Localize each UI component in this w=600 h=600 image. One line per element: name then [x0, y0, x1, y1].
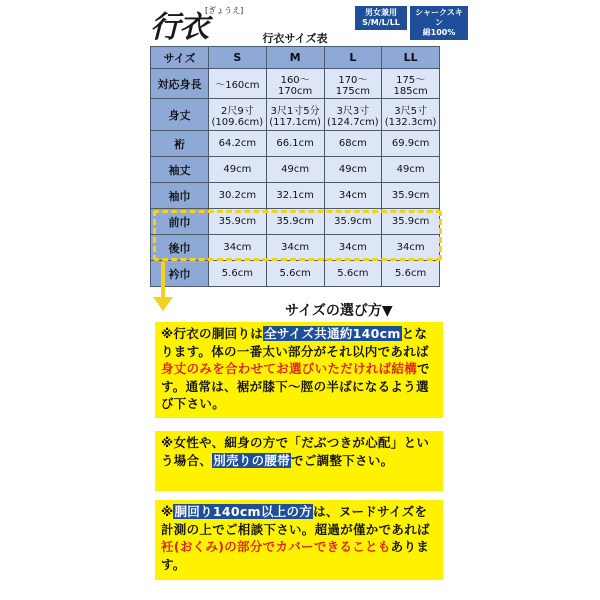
note-text: です。通常は、裾が膝下～脛の半ばになるよう選び下さい。	[161, 361, 430, 411]
row-label: 後巾	[151, 235, 209, 261]
cell: 35.9cm	[324, 209, 382, 235]
logo-ruby: [ぎょうえ]	[205, 6, 244, 15]
cell: 68cm	[324, 131, 382, 157]
how-to-choose-heading: サイズの選び方▼	[285, 303, 393, 319]
cell: 3尺5寸(132.3cm)	[382, 99, 440, 131]
row-label: 対応身長	[151, 69, 209, 99]
cell: 69.9cm	[382, 131, 440, 157]
note-large-waist	[155, 500, 443, 580]
header-size-l: L	[324, 47, 382, 69]
cell: 66.1cm	[266, 131, 324, 157]
badge-line: S/M/L/LL	[362, 18, 400, 27]
table-row	[151, 69, 440, 99]
row-label: 前巾	[151, 209, 209, 235]
note-text: でご調整下さい。	[291, 452, 394, 468]
cell: 49cm	[382, 157, 440, 183]
cell: 3尺1寸5分(117.1cm)	[266, 99, 324, 131]
cell: 49cm	[266, 157, 324, 183]
table-row	[151, 261, 440, 287]
note-highlight: 別売りの腰帯	[213, 452, 291, 468]
arrow-shaft	[161, 262, 165, 300]
header-size-label: サイズ	[151, 47, 209, 69]
note-text: は、ヌードサイズを計測の上でご相談下さい。超過が僅かであれば	[161, 504, 430, 537]
row-label: 袖丈	[151, 157, 209, 183]
cell: 30.2cm	[209, 183, 267, 209]
table-row	[151, 157, 440, 183]
table-row	[151, 99, 440, 131]
row-label: 身丈	[151, 99, 209, 131]
unisex-badge	[355, 6, 407, 30]
note-highlight: 胴回り140cm以上の方	[174, 504, 313, 519]
cell: 3尺3寸(124.7cm)	[324, 99, 382, 131]
cell: 170～175cm	[324, 69, 382, 99]
cell: 34cm	[266, 235, 324, 261]
cell: 34cm	[324, 183, 382, 209]
cell: 175～185cm	[382, 69, 440, 99]
cell: ～160cm	[209, 69, 267, 99]
cell: 160～170cm	[266, 69, 324, 99]
size-header-row	[151, 47, 440, 69]
note-text: となります。体の一番太い部分がそれ以内であれば	[161, 326, 429, 359]
cell: 34cm	[382, 235, 440, 261]
cell: 35.9cm	[209, 209, 267, 235]
note-text: ※	[161, 504, 174, 519]
note-waist-size	[155, 322, 443, 418]
badge-line: 綿100%	[422, 28, 456, 37]
arrow-down-icon	[153, 297, 173, 311]
cell: 5.6cm	[209, 261, 267, 287]
cell: 49cm	[209, 157, 267, 183]
highlight-dashed-frame	[153, 210, 442, 261]
cell: 49cm	[324, 157, 382, 183]
note-text: ※行衣の胴回りは	[161, 326, 264, 341]
table-row	[151, 131, 440, 157]
note-text: ※女性や、細身の方で「だぶつきが心配」という場合、	[161, 435, 430, 468]
cell: 64.2cm	[209, 131, 267, 157]
table-row	[151, 183, 440, 209]
cell: 34cm	[209, 235, 267, 261]
cell: 5.6cm	[382, 261, 440, 287]
note-slim-fit	[155, 431, 443, 491]
badge-line: 男女兼用	[365, 8, 397, 17]
cell: 35.9cm	[266, 209, 324, 235]
row-label: 裄	[151, 131, 209, 157]
header-size-s: S	[209, 47, 267, 69]
header-size-ll: LL	[382, 47, 440, 69]
badge-line: シャークスキン	[415, 8, 463, 27]
note-red-text: 衽(おくみ)の部分でカバーできることも	[161, 539, 391, 554]
cell: 5.6cm	[324, 261, 382, 287]
cell: 32.1cm	[266, 183, 324, 209]
note-text: あります。	[161, 539, 430, 572]
cell: 35.9cm	[382, 209, 440, 235]
cell: 35.9cm	[382, 183, 440, 209]
note-highlight: 全サイズ共通約140cm	[264, 326, 401, 341]
cell: 34cm	[324, 235, 382, 261]
row-label: 衿巾	[151, 261, 209, 287]
size-table-title: 行衣サイズ表	[262, 32, 328, 45]
header-size-m: M	[266, 47, 324, 69]
note-red-text: 身丈のみを合わせてお選びいただければ結構	[161, 361, 418, 376]
cell: 5.6cm	[266, 261, 324, 287]
cell: 2尺9寸(109.6cm)	[209, 99, 267, 131]
row-label: 袖巾	[151, 183, 209, 209]
logo-title: 行衣	[150, 10, 208, 45]
